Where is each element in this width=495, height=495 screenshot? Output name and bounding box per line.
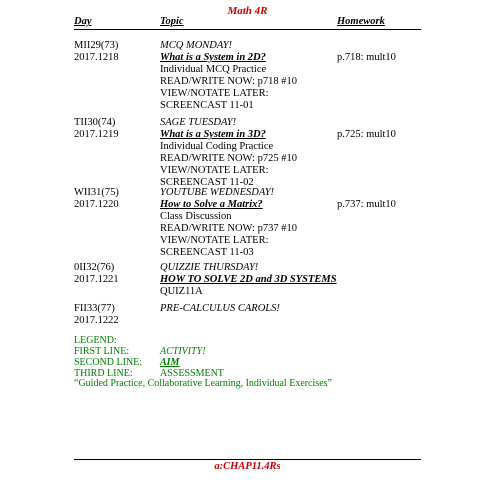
day-code: FII33(77) xyxy=(74,303,115,314)
homework-text: p.725: mult10 xyxy=(337,129,396,140)
topic-cell xyxy=(160,303,332,315)
legend-first-label: FIRST LINE: xyxy=(74,346,130,357)
assessment-line: Class Discussion xyxy=(160,211,232,222)
activity-line: PRE-CALCULUS CAROLS! xyxy=(160,303,280,314)
legend-third-value: ASSESSMENT xyxy=(160,368,224,379)
aim-line: What is a System in 2D? xyxy=(160,52,266,63)
screencast-line: SCREENCAST 11-02 xyxy=(160,177,254,188)
view-line: VIEW/NOTATE LATER: xyxy=(160,235,269,246)
screencast-line: SCREENCAST 11-01 xyxy=(160,100,254,111)
view-line: VIEW/NOTATE LATER: xyxy=(160,88,269,99)
homework-text: p.718: mult10 xyxy=(337,52,396,63)
activity-line: YOUTUBE WEDNESDAY! xyxy=(160,187,275,198)
day-code: WII31(75) xyxy=(74,187,119,198)
aim-line: What is a System in 3D? xyxy=(160,129,266,140)
legend-second-value: AIM xyxy=(160,357,180,368)
day-code: TII30(74) xyxy=(74,117,116,128)
homework-text: p.737: mult10 xyxy=(337,199,396,210)
legend-heading: LEGEND: xyxy=(74,335,117,346)
day-cell xyxy=(74,117,154,141)
assessment-line: Individual MCQ Practice xyxy=(160,64,267,75)
assessment-line: Individual Coding Practice xyxy=(160,141,274,152)
header-topic: Topic xyxy=(160,16,184,27)
header-day: Day xyxy=(74,16,92,27)
day-date: 2017.1222 xyxy=(74,315,119,326)
homework-cell xyxy=(337,129,427,141)
topic-cell xyxy=(160,40,332,112)
day-date: 2017.1218 xyxy=(74,52,119,63)
activity-line: SAGE TUESDAY! xyxy=(160,117,237,128)
day-cell xyxy=(74,303,154,327)
day-date: 2017.1219 xyxy=(74,129,119,140)
page-footer: a:CHAP11.4Rs xyxy=(214,461,281,472)
topic-cell xyxy=(160,117,332,189)
day-date: 2017.1220 xyxy=(74,199,119,210)
view-line: VIEW/NOTATE LATER: xyxy=(160,165,269,176)
read-line: READ/WRITE NOW: p725 #10 xyxy=(160,153,297,164)
footer-divider xyxy=(74,459,421,460)
day-cell xyxy=(74,40,154,64)
table-header xyxy=(74,16,421,29)
read-line: READ/WRITE NOW: p737 #10 xyxy=(160,223,297,234)
screencast-line: SCREENCAST 11-03 xyxy=(160,247,254,258)
assessment-line: QUIZ11A xyxy=(160,286,203,297)
legend-third-label: THIRD LINE: xyxy=(74,368,133,379)
day-cell xyxy=(74,187,154,211)
day-code: 0II32(76) xyxy=(74,262,115,273)
topic-cell xyxy=(160,262,420,298)
day-cell xyxy=(74,262,154,286)
homework-cell xyxy=(337,199,427,211)
aim-line: HOW TO SOLVE 2D and 3D SYSTEMS xyxy=(160,274,337,285)
header-homework: Homework xyxy=(337,16,385,27)
legend-second-label: SECOND LINE: xyxy=(74,357,143,368)
aim-line: How to Solve a Matrix? xyxy=(160,199,263,210)
page-title: Math 4R xyxy=(227,5,268,17)
activity-line: MCQ MONDAY! xyxy=(160,40,233,51)
practice-quote: “Guided Practice, Collaborative Learning, Individual Exercises” xyxy=(74,378,332,389)
day-code: MII29(73) xyxy=(74,40,119,51)
homework-cell xyxy=(337,52,427,64)
header-divider xyxy=(74,29,421,30)
activity-line: QUIZZIE THURSDAY! xyxy=(160,262,259,273)
read-line: READ/WRITE NOW: p718 #10 xyxy=(160,76,297,87)
topic-cell xyxy=(160,187,332,259)
day-date: 2017.1221 xyxy=(74,274,119,285)
legend-first-value: ACTIVITY! xyxy=(160,346,206,357)
